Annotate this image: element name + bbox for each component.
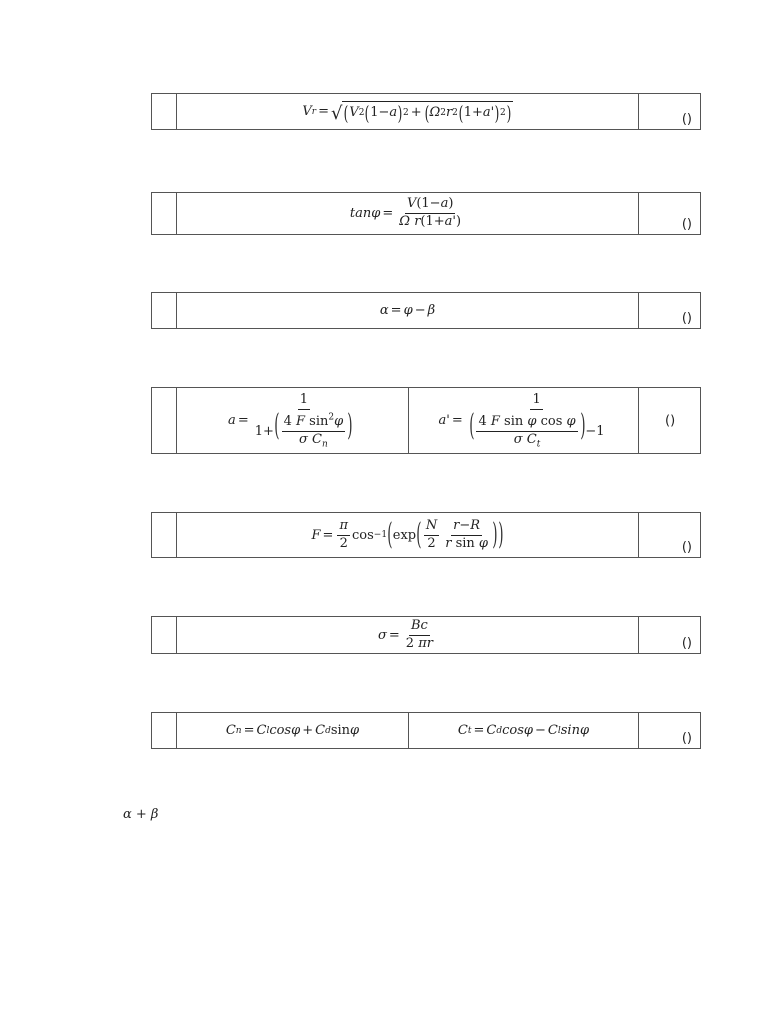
eq-number-cell <box>639 94 700 129</box>
eq-number-cell <box>639 713 700 748</box>
eq-number-cell <box>639 388 700 453</box>
eq-formula-ct: C t = C d cosφ − C l sinφ <box>408 713 639 748</box>
eq-number-cell <box>639 617 700 653</box>
eq-formula-a-prime: a ' = 1 ( $\frac{\text{4 F sin φ cos φ}}{\sigma C_t}$ )−1 <box>408 388 639 453</box>
eq-left-cell <box>152 617 177 653</box>
equation-table-vr <box>151 93 701 130</box>
eq-left-cell <box>152 388 177 453</box>
equation-table-alpha <box>151 292 701 329</box>
eq-formula-alpha: α = φ − β <box>177 293 639 328</box>
equation-table-coefficients <box>151 712 701 749</box>
eq-number-cell <box>639 193 700 234</box>
eq-left-cell <box>152 94 177 129</box>
eq-formula-a: a = 1 1+( $\frac{4 F \sin^2\varphi}{\sigma C_n}$ ) <box>228 392 353 450</box>
equation-table-sigma <box>151 616 701 654</box>
equation-number: () <box>681 217 692 232</box>
eq-formula-f: F = $\frac{\pi}{2}$ cos −1 ( exp ( $\frac{N}{2}$ $\frac{r-R}{\text{r sin φ}}$ ) ) <box>177 513 639 557</box>
equation-table-tanphi <box>151 192 701 235</box>
eq-formula-sigma: σ = $\frac{Bc}{2 \pi r}$ <box>177 617 639 653</box>
equation-number: () <box>681 636 692 651</box>
equation-number: () <box>681 112 692 127</box>
eq-left-cell <box>152 193 177 234</box>
equation-number: () <box>681 540 692 555</box>
equation-number: () <box>681 731 692 746</box>
equation-number: () <box>681 311 692 326</box>
eq-formula-vr: V r = √ ( V 2 ( 1− a ) 2 + ( Ω 2 r 2 ( 1+ a ' ) 2 ) <box>177 94 639 129</box>
eq-number-cell <box>639 293 700 328</box>
equation-number: () <box>665 413 676 428</box>
eq-left-cell <box>152 513 177 557</box>
footer-expression: α + β <box>123 807 159 822</box>
eq-number-cell <box>639 513 700 557</box>
eq-formula-tanphi: tanφ = $\frac{V(1-a)}{\text{Ω r(1+a')}}$ <box>177 193 639 234</box>
eq-left-cell <box>152 293 177 328</box>
equation-table-f <box>151 512 701 558</box>
eq-left-cell <box>152 713 177 748</box>
equation-table-induction <box>151 387 701 454</box>
eq-formula-cn: C n = C l cosφ + C d sin φ <box>225 723 360 738</box>
